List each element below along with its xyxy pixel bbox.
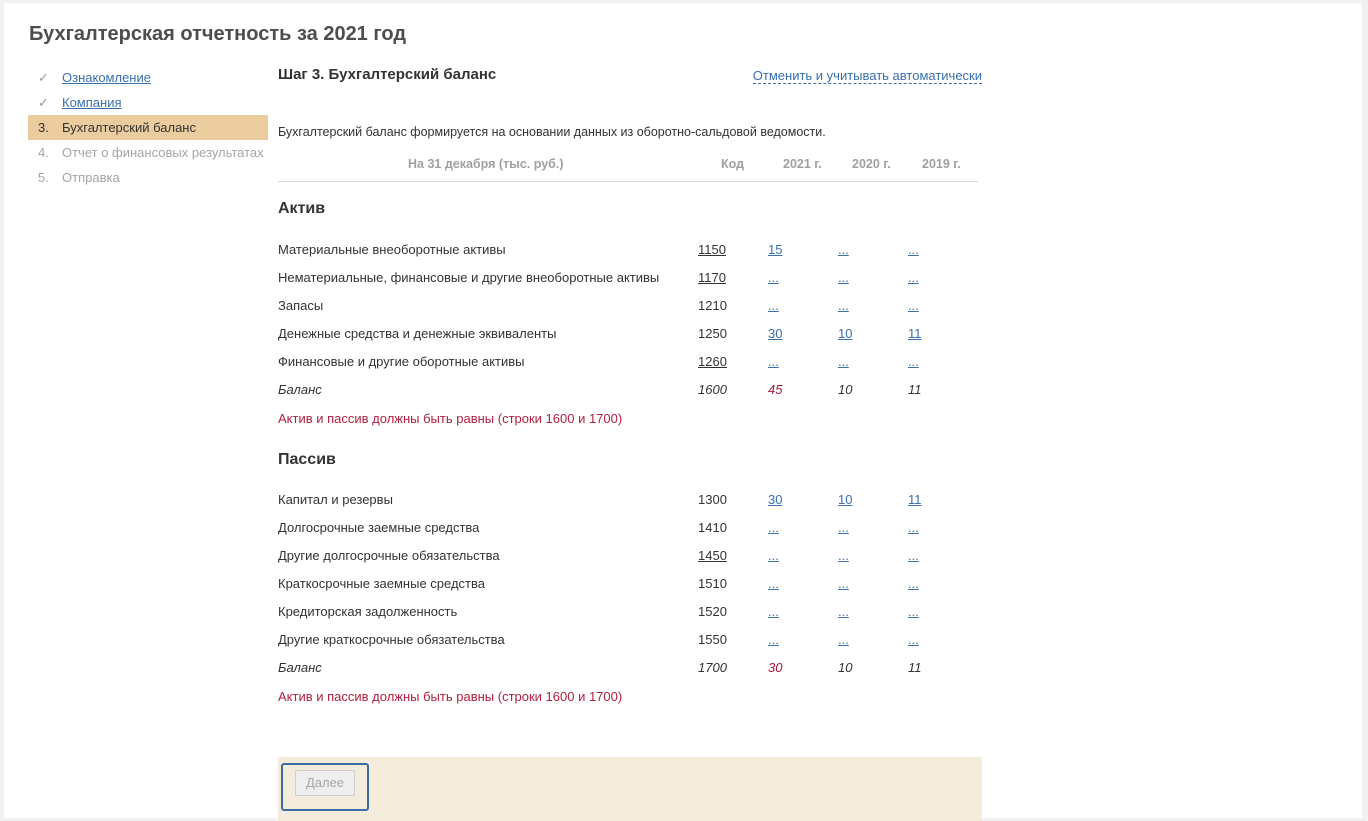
section-passiv-title: Пассив: [278, 451, 336, 468]
table-row: [278, 320, 978, 348]
row-code: 1410: [698, 520, 727, 535]
value-link[interactable]: ...: [838, 576, 849, 591]
value-cell-2021[interactable]: [768, 520, 808, 535]
value-cell-2021[interactable]: [768, 326, 808, 341]
value-link[interactable]: 15: [768, 242, 783, 257]
table-row: [278, 292, 978, 320]
header-code: Код: [721, 157, 745, 171]
step-label[interactable]: Ознакомление: [62, 70, 151, 85]
value-link[interactable]: ...: [768, 298, 779, 313]
value-cell-2019: 11: [908, 382, 922, 397]
balance-total-row: [278, 376, 978, 404]
value-link[interactable]: ...: [908, 520, 919, 535]
value-cell-2021[interactable]: [768, 354, 808, 369]
value-link[interactable]: ...: [908, 604, 919, 619]
row-name: Другие краткосрочные обязательства: [278, 632, 505, 647]
value-link[interactable]: 11: [908, 492, 922, 507]
value-cell-2021[interactable]: [768, 270, 808, 285]
value-link[interactable]: ...: [908, 576, 919, 591]
value-link[interactable]: ...: [838, 548, 849, 563]
row-name: Капитал и резервы: [278, 492, 393, 507]
cancel-auto-link[interactable]: Отменить и учитывать автоматически: [752, 68, 982, 83]
step-intro[interactable]: [28, 65, 268, 90]
value-cell-2019[interactable]: [908, 520, 948, 535]
row-name: Материальные внеоборотные активы: [278, 242, 506, 257]
page-title: Бухгалтерская отчетность за 2021 год: [29, 23, 407, 45]
value-link[interactable]: ...: [768, 520, 779, 535]
row-code: 1600: [698, 382, 727, 397]
step-label: Отправка: [62, 170, 120, 185]
table-row: [278, 542, 978, 570]
value-cell-2020[interactable]: [838, 242, 878, 257]
row-name: Долгосрочные заемные средства: [278, 520, 480, 535]
value-link[interactable]: ...: [838, 354, 849, 369]
value-link[interactable]: ...: [768, 576, 779, 591]
value-link[interactable]: 30: [768, 492, 783, 507]
value-cell-2021[interactable]: [768, 242, 808, 257]
value-cell-2020[interactable]: [838, 354, 878, 369]
value-link[interactable]: ...: [908, 632, 919, 647]
section-aktiv-title: Актив: [278, 200, 326, 217]
row-name: Краткосрочные заемные средства: [278, 576, 486, 591]
value-cell-2019[interactable]: [908, 326, 948, 341]
row-code: 1550: [698, 632, 727, 647]
footer-bar: [278, 757, 982, 821]
value-cell-2019[interactable]: [908, 632, 948, 647]
next-button[interactable]: Далее: [295, 770, 355, 796]
table-row: [278, 486, 978, 514]
intro-text: Бухгалтерский баланс формируется на основании данных из оборотно-сальдовой ведомости.: [278, 125, 826, 139]
value-link[interactable]: ...: [838, 242, 849, 257]
value-link[interactable]: ...: [768, 604, 779, 619]
value-link[interactable]: ...: [908, 298, 919, 313]
value-cell-2021[interactable]: [768, 604, 808, 619]
value-link[interactable]: ...: [908, 548, 919, 563]
row-name: Другие долгосрочные обязательства: [278, 548, 500, 563]
value-cell-2019: 11: [908, 660, 922, 675]
value-cell-2019[interactable]: [908, 492, 948, 507]
row-code[interactable]: 1170: [698, 270, 726, 285]
step-number: 5.: [38, 170, 49, 185]
table-row: [278, 348, 978, 376]
table-row: [278, 570, 978, 598]
row-name: Запасы: [278, 298, 324, 313]
check-icon: ✓: [38, 70, 49, 85]
value-link[interactable]: ...: [838, 298, 849, 313]
value-link[interactable]: ...: [838, 604, 849, 619]
value-link[interactable]: ...: [768, 632, 779, 647]
header-year-2019: 2019 г.: [922, 157, 961, 171]
row-code: 1210: [698, 298, 727, 313]
step-label[interactable]: Компания: [62, 95, 122, 110]
table-row: [278, 514, 978, 542]
row-code: 1700: [698, 660, 727, 675]
value-cell-2019[interactable]: [908, 298, 948, 313]
check-icon: ✓: [38, 95, 49, 110]
row-name: Баланс: [278, 660, 322, 675]
row-code: 1510: [698, 576, 727, 591]
table-row: [278, 626, 978, 654]
value-link[interactable]: 10: [838, 492, 853, 507]
value-link[interactable]: 11: [908, 326, 922, 341]
step-label: Бухгалтерский баланс: [62, 120, 196, 135]
value-cell-2020[interactable]: [838, 576, 878, 591]
row-code[interactable]: 1260: [698, 354, 727, 369]
header-year-2020: 2020 г.: [852, 157, 891, 171]
value-link[interactable]: ...: [908, 242, 919, 257]
value-cell-2019[interactable]: [908, 576, 948, 591]
value-cell-2020[interactable]: [838, 604, 878, 619]
row-code[interactable]: 1150: [698, 242, 726, 257]
row-code: 1300: [698, 492, 727, 507]
value-cell-2019[interactable]: [908, 354, 948, 369]
row-name: Финансовые и другие оборотные активы: [278, 354, 525, 369]
value-cell-2019[interactable]: [908, 270, 948, 285]
balance-total-row: [278, 654, 978, 682]
table-row: [278, 598, 978, 626]
step-send: [28, 165, 268, 190]
value-link[interactable]: ...: [838, 632, 849, 647]
value-cell-2019[interactable]: [908, 604, 948, 619]
step-financial-results: [28, 140, 268, 165]
value-cell-2021[interactable]: [768, 632, 808, 647]
table-header: [278, 151, 978, 182]
value-cell-2020[interactable]: [838, 548, 878, 563]
value-cell-2021[interactable]: [768, 576, 808, 591]
step-number: 3.: [38, 120, 49, 135]
value-link[interactable]: ...: [908, 270, 919, 285]
step-balance: [28, 115, 268, 140]
value-cell-2020[interactable]: [838, 270, 878, 285]
value-link[interactable]: ...: [768, 354, 779, 369]
table-row: [278, 236, 978, 264]
value-link[interactable]: ...: [768, 548, 779, 563]
row-code: 1250: [698, 326, 727, 341]
row-code: 1520: [698, 604, 727, 619]
row-name: Нематериальные, финансовые и другие внеоборотные активы: [278, 270, 660, 285]
value-cell-2020: 10: [838, 660, 853, 675]
table-row: [278, 264, 978, 292]
value-cell-2021[interactable]: [768, 298, 808, 313]
row-name: Кредиторская задолженность: [278, 604, 458, 619]
value-cell-2020[interactable]: [838, 520, 878, 535]
value-link[interactable]: ...: [838, 520, 849, 535]
value-cell-2019[interactable]: [908, 242, 948, 257]
aktiv-error-message: Актив и пассив должны быть равны (строки 1600 и 1700): [278, 411, 623, 426]
value-cell-2021[interactable]: [768, 548, 808, 563]
page: [4, 3, 1362, 818]
value-cell-2020[interactable]: [838, 492, 878, 507]
value-cell-2020[interactable]: [838, 298, 878, 313]
value-cell-2021: 30: [768, 660, 783, 675]
row-name: Баланс: [278, 382, 322, 397]
row-name: Денежные средства и денежные эквиваленты: [278, 326, 557, 341]
step-number: 4.: [38, 145, 49, 160]
value-link[interactable]: ...: [908, 354, 919, 369]
value-link[interactable]: 30: [768, 326, 783, 341]
value-cell-2020[interactable]: [838, 326, 878, 341]
header-date: На 31 декабря (тыс. руб.): [408, 157, 564, 171]
step-company[interactable]: [28, 90, 268, 115]
value-link[interactable]: ...: [838, 270, 849, 285]
passiv-error-message: Актив и пассив должны быть равны (строки 1600 и 1700): [278, 689, 623, 704]
value-link[interactable]: ...: [768, 270, 779, 285]
value-cell-2020: 10: [838, 382, 853, 397]
header-year-2021: 2021 г.: [783, 157, 822, 171]
value-cell-2021[interactable]: [768, 492, 808, 507]
value-cell-2019[interactable]: [908, 548, 948, 563]
value-cell-2021: 45: [768, 382, 783, 397]
step-title: Шаг 3. Бухгалтерский баланс: [278, 66, 497, 83]
row-code[interactable]: 1450: [698, 548, 727, 563]
value-link[interactable]: 10: [838, 326, 853, 341]
step-label: Отчет о финансовых результатах: [62, 145, 264, 160]
value-cell-2020[interactable]: [838, 632, 878, 647]
